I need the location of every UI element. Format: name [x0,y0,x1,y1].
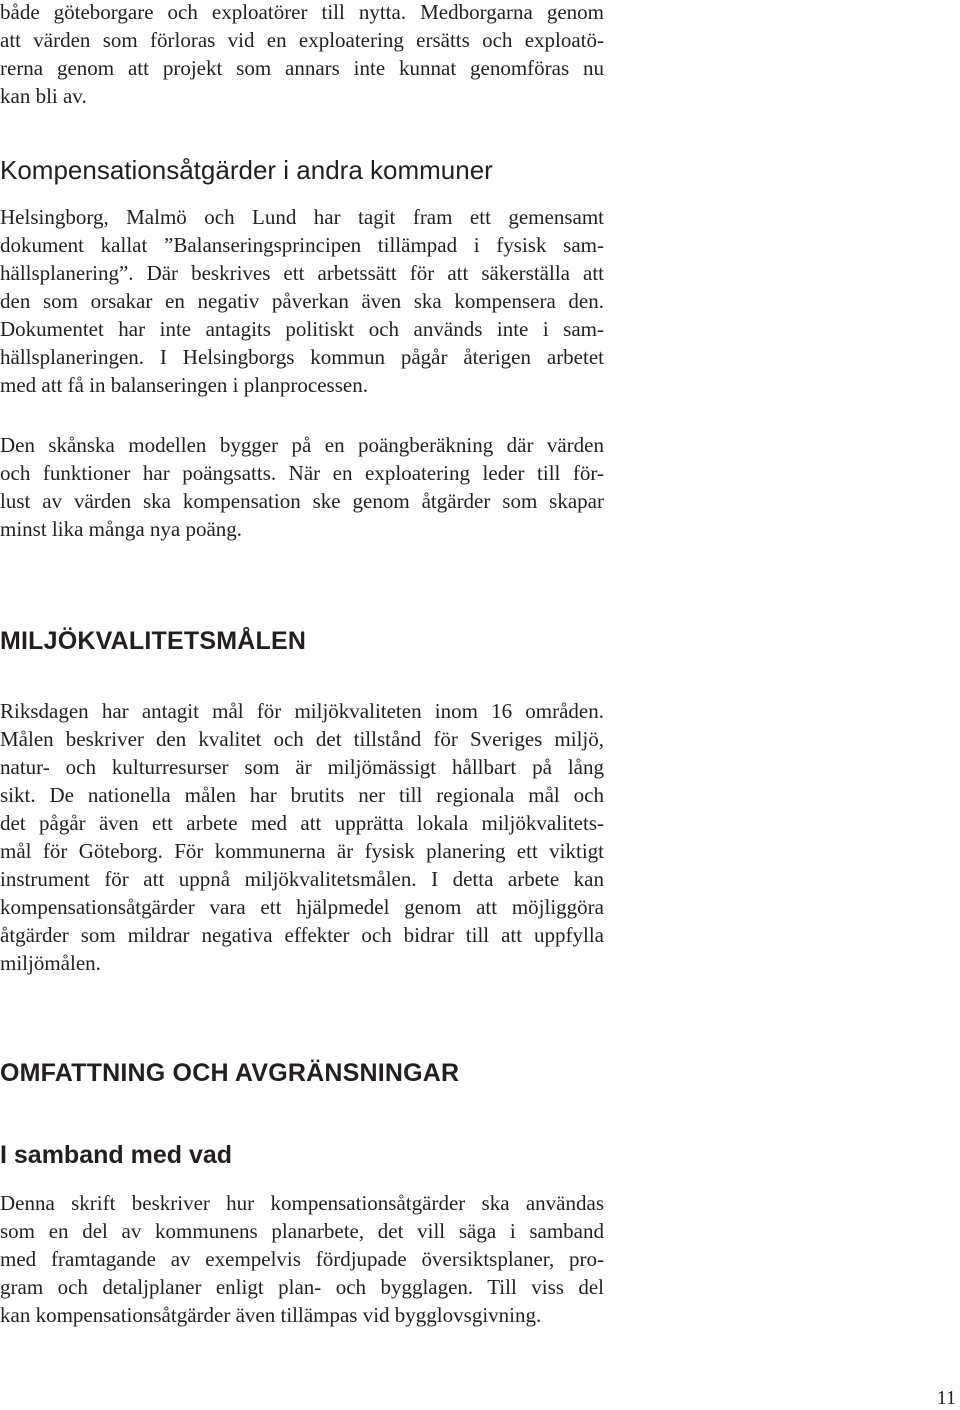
miljo-line-9: åtgärder som mildrar negativa effekter och bidrar till att uppfylla [0,923,604,947]
miljo-line-10: miljömålen. [0,951,101,975]
kompensation-p1-line-2: dokument kallat ”Balanseringsprincipen tillämpad i fysisk sam- [0,233,604,257]
kompensation-p1-line-7: med att få in balanseringen i planprocessen. [0,373,368,397]
miljo-line-4: sikt. De nationella målen har brutits ner till regionala mål och [0,783,604,807]
miljo-line-6: mål för Göteborg. För kommunerna är fysisk planering ett viktigt [0,839,604,863]
kompensation-p2-line-2: och funktioner har poängsatts. När en exploatering leder till för- [0,461,604,485]
heading-omfattning-och-avgransningar: OMFATTNING OCH AVGRÄNSNINGAR [0,1059,460,1087]
intro-line-2: att värden som förloras vid en exploatering ersätts och exploatö- [0,28,604,52]
miljo-line-3: natur- och kulturresurser som är miljömässigt hållbart på lång [0,755,604,779]
miljo-line-5: det pågår även ett arbete med att upprätta lokala miljökvalitets- [0,811,604,835]
kompensation-p2-line-1: Den skånska modellen bygger på en poängberäkning där värden [0,433,604,457]
omfattning-line-1: Denna skrift beskriver hur kompensationsåtgärder ska användas [0,1191,604,1215]
kompensation-p2-line-3: lust av värden ska kompensation ske genom åtgärder som skapar [0,489,604,513]
miljo-line-2: Målen beskriver den kvalitet och det tillstånd för Sveriges miljö, [0,727,604,751]
intro-line-1: både göteborgare och exploatörer till nytta. Medborgarna genom [0,0,604,24]
miljo-line-7: instrument för att uppnå miljökvalitetsmålen. I detta arbete kan [0,867,604,891]
heading-miljokvalitetsmalen: MILJÖKVALITETSMÅLEN [0,627,307,655]
kompensation-p1-line-6: hällsplaneringen. I Helsingborgs kommun pågår återigen arbetet [0,345,604,369]
page-number: 11 [936,1387,956,1409]
kompensation-p1-line-1: Helsingborg, Malmö och Lund har tagit fram ett gemensamt [0,205,604,229]
kompensation-p1-line-4: den som orsakar en negativ påverkan även ska kompensera den. [0,289,604,313]
miljo-line-1: Riksdagen har antagit mål för miljökvaliteten inom 16 områden. [0,699,604,723]
kompensation-p1-line-5: Dokumentet har inte antagits politiskt och används inte i sam- [0,317,604,341]
omfattning-line-4: gram och detaljplaner enligt plan- och bygglagen. Till viss del [0,1275,604,1299]
kompensation-p1-line-3: hällsplanering”. Där beskrives ett arbetssätt för att säkerställa att [0,261,604,285]
subheading-i-samband-med-vad: I samband med vad [0,1141,233,1169]
kompensation-p2-line-4: minst lika många nya poäng. [0,517,243,541]
intro-line-4: kan bli av. [0,84,87,108]
heading-kompensationsatgarder: Kompensationsåtgärder i andra kommuner [0,155,493,185]
miljo-line-8: kompensationsåtgärder vara ett hjälpmedel genom att möjliggöra [0,895,604,919]
omfattning-line-2: som en del av kommunens planarbete, det vill säga i samband [0,1219,604,1243]
intro-line-3: rerna genom att projekt som annars inte kunnat genomföras nu [0,56,604,80]
omfattning-line-3: med framtagande av exempelvis fördjupade översiktsplaner, pro- [0,1247,604,1271]
omfattning-line-5: kan kompensationsåtgärder även tillämpas vid bygglovsgivning. [0,1303,542,1327]
